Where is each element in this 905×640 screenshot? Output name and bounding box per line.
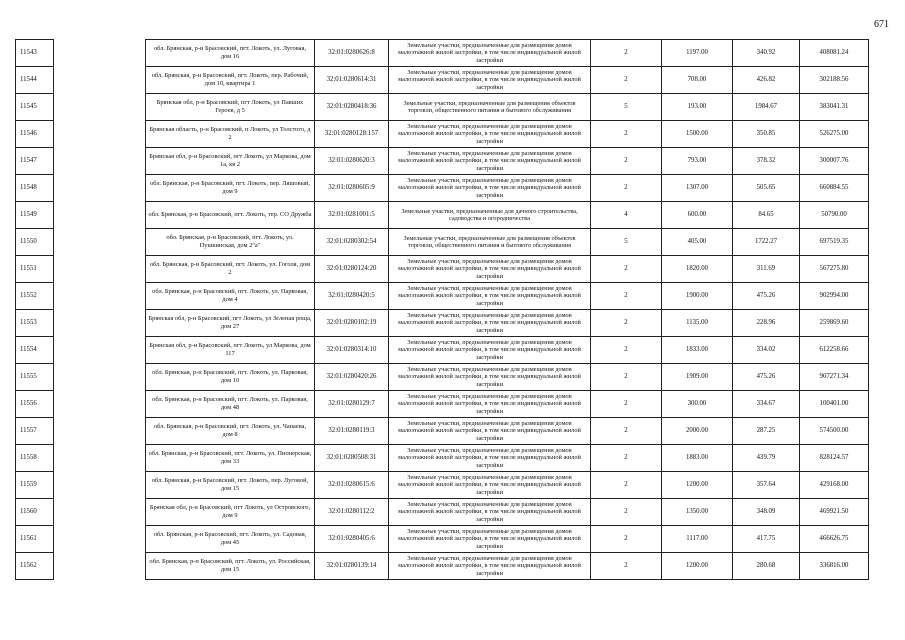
- address-cell: обл. Брянская, р-н Брасовский, пгт. Локоть, ул. Парковая, дом 10: [146, 364, 315, 391]
- empty-cell: [54, 256, 146, 283]
- specific-value-cell: 378.32: [733, 148, 800, 175]
- specific-value-cell: 280.68: [733, 553, 800, 580]
- address-cell: обл. Брянская, р-н Брасовский, пгт. Локоть, тер. СО Дружба: [146, 202, 315, 229]
- specific-value-cell: 228.96: [733, 310, 800, 337]
- table-row: [16, 94, 869, 121]
- cadastral-number-cell: 32:01:0280420:5: [315, 283, 389, 310]
- land-use-cell: Земельные участки, предназначенные для размещения домов малоэтажной жилой застройки, в том числе индивидуальной жилой застройки: [389, 418, 591, 445]
- address-cell: Брянская обл, р-н Брасовский, пгт Локоть, ул Зеленая роща, дом 27: [146, 310, 315, 337]
- cadastral-value-cell: 259869.60: [800, 310, 869, 337]
- area-cell: 1200.00: [662, 553, 733, 580]
- specific-value-cell: 475.26: [733, 283, 800, 310]
- empty-cell: [54, 337, 146, 364]
- cadastral-number-cell: 32:01:0280418:36: [315, 94, 389, 121]
- cadastral-value-cell: 100401.00: [800, 391, 869, 418]
- cadastral-number-cell: 32:01:0280314:10: [315, 337, 389, 364]
- table-row: [16, 499, 869, 526]
- table-row: [16, 202, 869, 229]
- land-use-cell: Земельные участки, предназначенные для размещения домов малоэтажной жилой застройки, в том числе индивидуальной жилой застройки: [389, 40, 591, 67]
- table-row: [16, 256, 869, 283]
- table-row: [16, 472, 869, 499]
- empty-cell: [54, 418, 146, 445]
- row-number-cell: 11562: [16, 553, 54, 580]
- cadastral-number-cell: 32:01:0280124:20: [315, 256, 389, 283]
- land-use-cell: Земельные участки, предназначенные для размещения домов малоэтажной жилой застройки, в том числе индивидуальной жилой застройки: [389, 148, 591, 175]
- empty-cell: [54, 445, 146, 472]
- table-row: [16, 391, 869, 418]
- land-use-cell: Земельные участки, предназначенные для размещения домов малоэтажной жилой застройки, в том числе индивидуальной жилой застройки: [389, 553, 591, 580]
- address-cell: обл. Брянская, р-н Брасовский, пгт. Локоть, пер. Ляшовый, дом 9: [146, 175, 315, 202]
- address-cell: Брянская обл, р-н Брасовский, пгт Локоть, ул Маркова, дом 117: [146, 337, 315, 364]
- cadastral-number-cell: 32:01:0280129:7: [315, 391, 389, 418]
- cadastral-number-cell: 32:01:0280405:6: [315, 526, 389, 553]
- area-cell: 1200.00: [662, 472, 733, 499]
- area-cell: 1833.00: [662, 337, 733, 364]
- use-group-cell: 2: [591, 472, 662, 499]
- specific-value-cell: 475.26: [733, 364, 800, 391]
- row-number-cell: 11554: [16, 337, 54, 364]
- row-number-cell: 11558: [16, 445, 54, 472]
- empty-cell: [54, 229, 146, 256]
- use-group-cell: 2: [591, 121, 662, 148]
- specific-value-cell: 350.85: [733, 121, 800, 148]
- table-row: [16, 445, 869, 472]
- area-cell: 793.00: [662, 148, 733, 175]
- table-row: [16, 283, 869, 310]
- cadastral-value-cell: 50790.00: [800, 202, 869, 229]
- empty-cell: [54, 283, 146, 310]
- address-cell: обл. Брянская, р-н Брасовский, пгт. Локоть, ул. Пионерская, дом 33: [146, 445, 315, 472]
- specific-value-cell: 1722.27: [733, 229, 800, 256]
- cadastral-value-cell: 302188.56: [800, 67, 869, 94]
- specific-value-cell: 505.65: [733, 175, 800, 202]
- empty-cell: [54, 148, 146, 175]
- specific-value-cell: 357.64: [733, 472, 800, 499]
- empty-cell: [54, 175, 146, 202]
- area-cell: 1197.00: [662, 40, 733, 67]
- cadastral-number-cell: 32:01:0280112:2: [315, 499, 389, 526]
- cadastral-number-cell: 32:01:0280139:14: [315, 553, 389, 580]
- table-row: [16, 310, 869, 337]
- address-cell: Брянская обл, р-н Брасовский, пгт Локоть, ул Маркова, дом 1а, кв 2: [146, 148, 315, 175]
- cadastral-value-cell: 526275.00: [800, 121, 869, 148]
- use-group-cell: 2: [591, 553, 662, 580]
- empty-cell: [54, 40, 146, 67]
- land-use-cell: Земельные участки, предназначенные для размещения домов малоэтажной жилой застройки, в том числе индивидуальной жилой застройки: [389, 526, 591, 553]
- empty-cell: [54, 94, 146, 121]
- cadastral-number-cell: 32:01:0280508:31: [315, 445, 389, 472]
- cadastral-number-cell: 32:01:0280119:3: [315, 418, 389, 445]
- specific-value-cell: 439.79: [733, 445, 800, 472]
- table-row: [16, 121, 869, 148]
- cadastral-registry-table: [15, 39, 869, 580]
- cadastral-number-cell: 32:01:0280626:8: [315, 40, 389, 67]
- table-row: [16, 40, 869, 67]
- specific-value-cell: 287.25: [733, 418, 800, 445]
- row-number-cell: 11547: [16, 148, 54, 175]
- row-number-cell: 11559: [16, 472, 54, 499]
- area-cell: 1500.00: [662, 121, 733, 148]
- use-group-cell: 2: [591, 40, 662, 67]
- empty-cell: [54, 67, 146, 94]
- table-row: [16, 229, 869, 256]
- row-number-cell: 11557: [16, 418, 54, 445]
- cadastral-number-cell: 32:01:0280302:54: [315, 229, 389, 256]
- specific-value-cell: 334.67: [733, 391, 800, 418]
- cadastral-value-cell: 300007.76: [800, 148, 869, 175]
- use-group-cell: 2: [591, 499, 662, 526]
- area-cell: 1307.00: [662, 175, 733, 202]
- address-cell: обл. Брянская, р-н Брасовский, пгт. Локоть, ул. Садовая, дом 45: [146, 526, 315, 553]
- land-use-cell: Земельные участки, предназначенные для размещения домов малоэтажной жилой застройки, в том числе индивидуальной жилой застройки: [389, 337, 591, 364]
- specific-value-cell: 417.75: [733, 526, 800, 553]
- table-row: [16, 418, 869, 445]
- address-cell: обл. Брянская, р-н Брасовский, пгт. Локоть, пер. Рабочий, дом 10, квартира 1: [146, 67, 315, 94]
- land-use-cell: Земельные участки, предназначенные для размещения домов малоэтажной жилой застройки, в том числе индивидуальной жилой застройки: [389, 364, 591, 391]
- specific-value-cell: 340.92: [733, 40, 800, 67]
- use-group-cell: 2: [591, 175, 662, 202]
- land-use-cell: Земельные участки, предназначенные для размещения домов малоэтажной жилой застройки, в том числе индивидуальной жилой застройки: [389, 67, 591, 94]
- row-number-cell: 11555: [16, 364, 54, 391]
- row-number-cell: 11552: [16, 283, 54, 310]
- area-cell: 2000.00: [662, 418, 733, 445]
- table-row: [16, 67, 869, 94]
- address-cell: обл. Брянская, р-н Брасовский, пгт. Локоть, ул. Пушкинская, дом 2"а": [146, 229, 315, 256]
- table-row: [16, 337, 869, 364]
- cadastral-number-cell: 32:01:0280128:157: [315, 121, 389, 148]
- table-row: [16, 553, 869, 580]
- row-number-cell: 11544: [16, 67, 54, 94]
- address-cell: обл. Брянская, р-н Брасовский, пгт. Локоть, ул. Российская, дом 15: [146, 553, 315, 580]
- area-cell: 1350.00: [662, 499, 733, 526]
- specific-value-cell: 1984.67: [733, 94, 800, 121]
- row-number-cell: 11556: [16, 391, 54, 418]
- cadastral-value-cell: 907271.34: [800, 364, 869, 391]
- cadastral-value-cell: 697519.35: [800, 229, 869, 256]
- cadastral-value-cell: 660884.55: [800, 175, 869, 202]
- cadastral-number-cell: 32:01:0280605:9: [315, 175, 389, 202]
- empty-cell: [54, 310, 146, 337]
- use-group-cell: 2: [591, 310, 662, 337]
- use-group-cell: 2: [591, 445, 662, 472]
- empty-cell: [54, 391, 146, 418]
- area-cell: 1883.00: [662, 445, 733, 472]
- address-cell: обл. Брянская, р-н Брасовский, пгт. Локоть, пер. Луговой, дом 15: [146, 472, 315, 499]
- cadastral-number-cell: 32:01:0281001:5: [315, 202, 389, 229]
- cadastral-number-cell: 32:01:0280615:6: [315, 472, 389, 499]
- land-use-cell: Земельные участки, предназначенные для размещения домов малоэтажной жилой застройки, в том числе индивидуальной жилой застройки: [389, 283, 591, 310]
- use-group-cell: 2: [591, 148, 662, 175]
- cadastral-value-cell: 567275.80: [800, 256, 869, 283]
- land-use-cell: Земельные участки, предназначенные для размещения домов малоэтажной жилой застройки, в том числе индивидуальной жилой застройки: [389, 310, 591, 337]
- cadastral-value-cell: 336816.00: [800, 553, 869, 580]
- row-number-cell: 11543: [16, 40, 54, 67]
- cadastral-value-cell: 469921.50: [800, 499, 869, 526]
- address-cell: обл. Брянская, р-н Брасовский, пгт. Локоть, ул. Парковая, дом 4: [146, 283, 315, 310]
- area-cell: 193.00: [662, 94, 733, 121]
- cadastral-value-cell: 574500.00: [800, 418, 869, 445]
- row-number-cell: 11549: [16, 202, 54, 229]
- land-use-cell: Земельные участки, предназначенные для дачного строительства, садоводства и огородничества: [389, 202, 591, 229]
- table-row: [16, 526, 869, 553]
- row-number-cell: 11561: [16, 526, 54, 553]
- address-cell: обл. Брянская, р-н Брасовский, пгт. Локоть, ул. Гоголя, дом 2: [146, 256, 315, 283]
- row-number-cell: 11551: [16, 256, 54, 283]
- use-group-cell: 5: [591, 94, 662, 121]
- use-group-cell: 2: [591, 337, 662, 364]
- address-cell: Брянская обл, р-н Брасовский, пгт Локоть, ул Павших Героев, д 5: [146, 94, 315, 121]
- address-cell: обл. Брянская, р-н Брасовский, пгт. Локоть, ул. Луговая, дом 16: [146, 40, 315, 67]
- table-row: [16, 148, 869, 175]
- table-row: [16, 364, 869, 391]
- land-use-cell: Земельные участки, предназначенные для размещения домов малоэтажной жилой застройки, в том числе индивидуальной жилой застройки: [389, 499, 591, 526]
- use-group-cell: 2: [591, 283, 662, 310]
- row-number-cell: 11548: [16, 175, 54, 202]
- specific-value-cell: 311.69: [733, 256, 800, 283]
- area-cell: 300.00: [662, 391, 733, 418]
- use-group-cell: 2: [591, 391, 662, 418]
- address-cell: Брянская обл, р-н Брасовский, пгт Локоть, ул Островского, дом 9: [146, 499, 315, 526]
- specific-value-cell: 348.09: [733, 499, 800, 526]
- land-use-cell: Земельные участки, предназначенные для размещения объектов торговли, общественного питания и бытового обслуживания: [389, 94, 591, 121]
- row-number-cell: 11553: [16, 310, 54, 337]
- area-cell: 1909.00: [662, 364, 733, 391]
- cadastral-number-cell: 32:01:0280620:3: [315, 148, 389, 175]
- address-cell: Брянская область, р-н Брасовский, п Локоть, ул Толстого, д 2: [146, 121, 315, 148]
- table-row: [16, 175, 869, 202]
- area-cell: 1135.00: [662, 310, 733, 337]
- empty-cell: [54, 553, 146, 580]
- cadastral-value-cell: 902994.00: [800, 283, 869, 310]
- address-cell: обл. Брянская, р-н Брасовский, пгт. Локоть, ул. Парковая, дом 48: [146, 391, 315, 418]
- address-cell: обл. Брянская, р-н Брасовский, пгт. Локоть, ул. Чапаева, дом 8: [146, 418, 315, 445]
- row-number-cell: 11545: [16, 94, 54, 121]
- cadastral-value-cell: 429168.00: [800, 472, 869, 499]
- use-group-cell: 5: [591, 229, 662, 256]
- area-cell: 405.00: [662, 229, 733, 256]
- table-body: [16, 40, 869, 580]
- empty-cell: [54, 499, 146, 526]
- empty-cell: [54, 202, 146, 229]
- specific-value-cell: 84.65: [733, 202, 800, 229]
- row-number-cell: 11550: [16, 229, 54, 256]
- specific-value-cell: 426.82: [733, 67, 800, 94]
- land-use-cell: Земельные участки, предназначенные для размещения домов малоэтажной жилой застройки, в том числе индивидуальной жилой застройки: [389, 472, 591, 499]
- land-use-cell: Земельные участки, предназначенные для размещения домов малоэтажной жилой застройки, в том числе индивидуальной жилой застройки: [389, 256, 591, 283]
- use-group-cell: 2: [591, 256, 662, 283]
- area-cell: 1900.00: [662, 283, 733, 310]
- area-cell: 1820.00: [662, 256, 733, 283]
- use-group-cell: 2: [591, 526, 662, 553]
- land-use-cell: Земельные участки, предназначенные для размещения домов малоэтажной жилой застройки, в том числе индивидуальной жилой застройки: [389, 391, 591, 418]
- area-cell: 600.00: [662, 202, 733, 229]
- land-use-cell: Земельные участки, предназначенные для размещения объектов торговли, общественного питания и бытового обслуживания: [389, 229, 591, 256]
- cadastral-number-cell: 32:01:0280420:26: [315, 364, 389, 391]
- area-cell: 708.00: [662, 67, 733, 94]
- empty-cell: [54, 472, 146, 499]
- use-group-cell: 2: [591, 67, 662, 94]
- specific-value-cell: 334.02: [733, 337, 800, 364]
- land-use-cell: Земельные участки, предназначенные для размещения домов малоэтажной жилой застройки, в том числе индивидуальной жилой застройки: [389, 121, 591, 148]
- use-group-cell: 2: [591, 364, 662, 391]
- cadastral-number-cell: 32:01:0280614:31: [315, 67, 389, 94]
- row-number-cell: 11560: [16, 499, 54, 526]
- use-group-cell: 4: [591, 202, 662, 229]
- cadastral-value-cell: 383041.31: [800, 94, 869, 121]
- row-number-cell: 11546: [16, 121, 54, 148]
- empty-cell: [54, 526, 146, 553]
- cadastral-value-cell: 612258.66: [800, 337, 869, 364]
- empty-cell: [54, 364, 146, 391]
- cadastral-value-cell: 408081.24: [800, 40, 869, 67]
- empty-cell: [54, 121, 146, 148]
- use-group-cell: 2: [591, 418, 662, 445]
- land-use-cell: Земельные участки, предназначенные для размещения домов малоэтажной жилой застройки, в том числе индивидуальной жилой застройки: [389, 175, 591, 202]
- page-number: 671: [874, 19, 889, 30]
- cadastral-value-cell: 466626.75: [800, 526, 869, 553]
- cadastral-value-cell: 828124.57: [800, 445, 869, 472]
- cadastral-number-cell: 32:01:0280102:19: [315, 310, 389, 337]
- area-cell: 1117.00: [662, 526, 733, 553]
- land-use-cell: Земельные участки, предназначенные для размещения домов малоэтажной жилой застройки, в том числе индивидуальной жилой застройки: [389, 445, 591, 472]
